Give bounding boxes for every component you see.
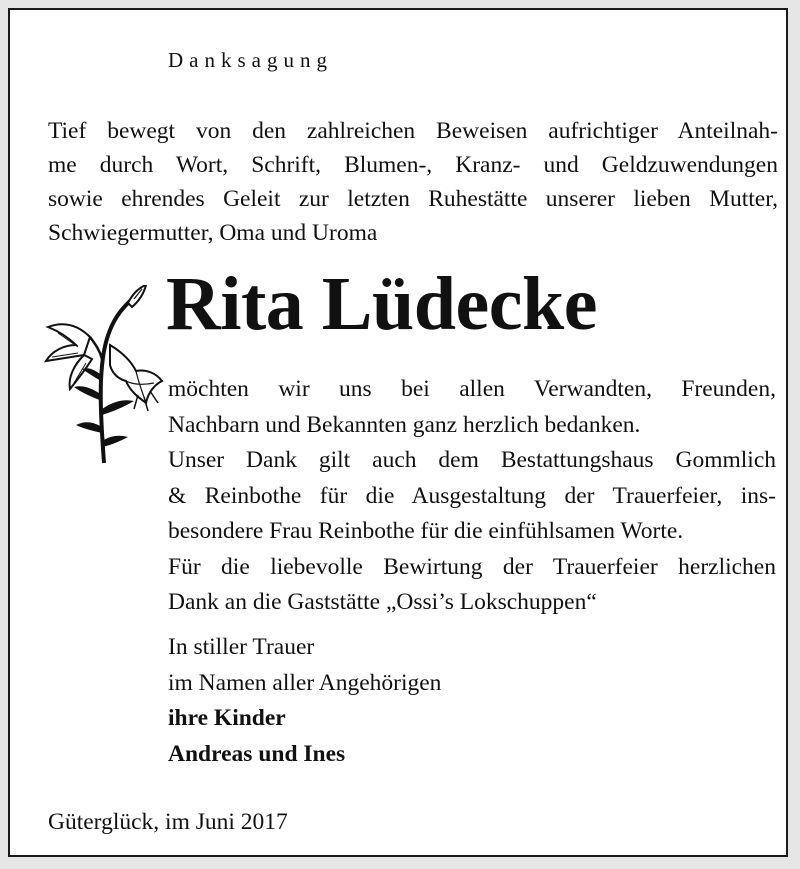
intro-line: Tief bewegt von den zahlreichen Beweisen aufrichtiger Anteilnah-: [48, 118, 778, 144]
place-date: Güterglück, im Juni 2017: [48, 809, 288, 835]
thanks-line: Unser Dank gilt auch dem Bestattungshaus Gommlich: [168, 447, 776, 473]
signature-names: Andreas und Ines: [168, 740, 346, 767]
signature-line: im Namen aller Angehörigen: [168, 669, 442, 696]
thanks-line: Dank an die Gaststätte „Ossi’s Lokschuppen“: [168, 589, 597, 615]
thanks-line: & Reinbothe für die Ausgestaltung der Trauerfeier, ins-: [168, 482, 776, 509]
signature-line: In stiller Trauer: [168, 634, 315, 660]
thanks-line: möchten wir uns bei allen Verwandten, Freunden,: [168, 376, 776, 402]
deceased-name: Rita Lüdecke: [166, 262, 597, 346]
intro-line: me durch Wort, Schrift, Blumen-, Kranz- und Geldzuwendungen: [48, 152, 778, 178]
intro-line: Schwiegermutter, Oma und Uroma: [48, 220, 378, 246]
lily-flower-icon: [38, 285, 168, 465]
obituary-notice: [8, 8, 788, 857]
thanks-line: besondere Frau Reinbothe für die einfühlsamen Worte.: [168, 518, 684, 544]
signature-mourners: ihre Kinder: [168, 705, 286, 731]
intro-line: sowie ehrendes Geleit zur letzten Ruhestätte unserer lieben Mutter,: [48, 186, 778, 212]
thanks-line: Nachbarn und Bekannten ganz herzlich bedanken.: [168, 411, 641, 438]
thanks-paragraph: [168, 372, 776, 621]
thanks-line: Für die liebevolle Bewirtung der Trauerfeier herzlichen: [168, 553, 776, 580]
notice-heading: Danksagung: [168, 48, 333, 72]
signature-block: [168, 630, 441, 772]
intro-paragraph: [48, 114, 778, 250]
